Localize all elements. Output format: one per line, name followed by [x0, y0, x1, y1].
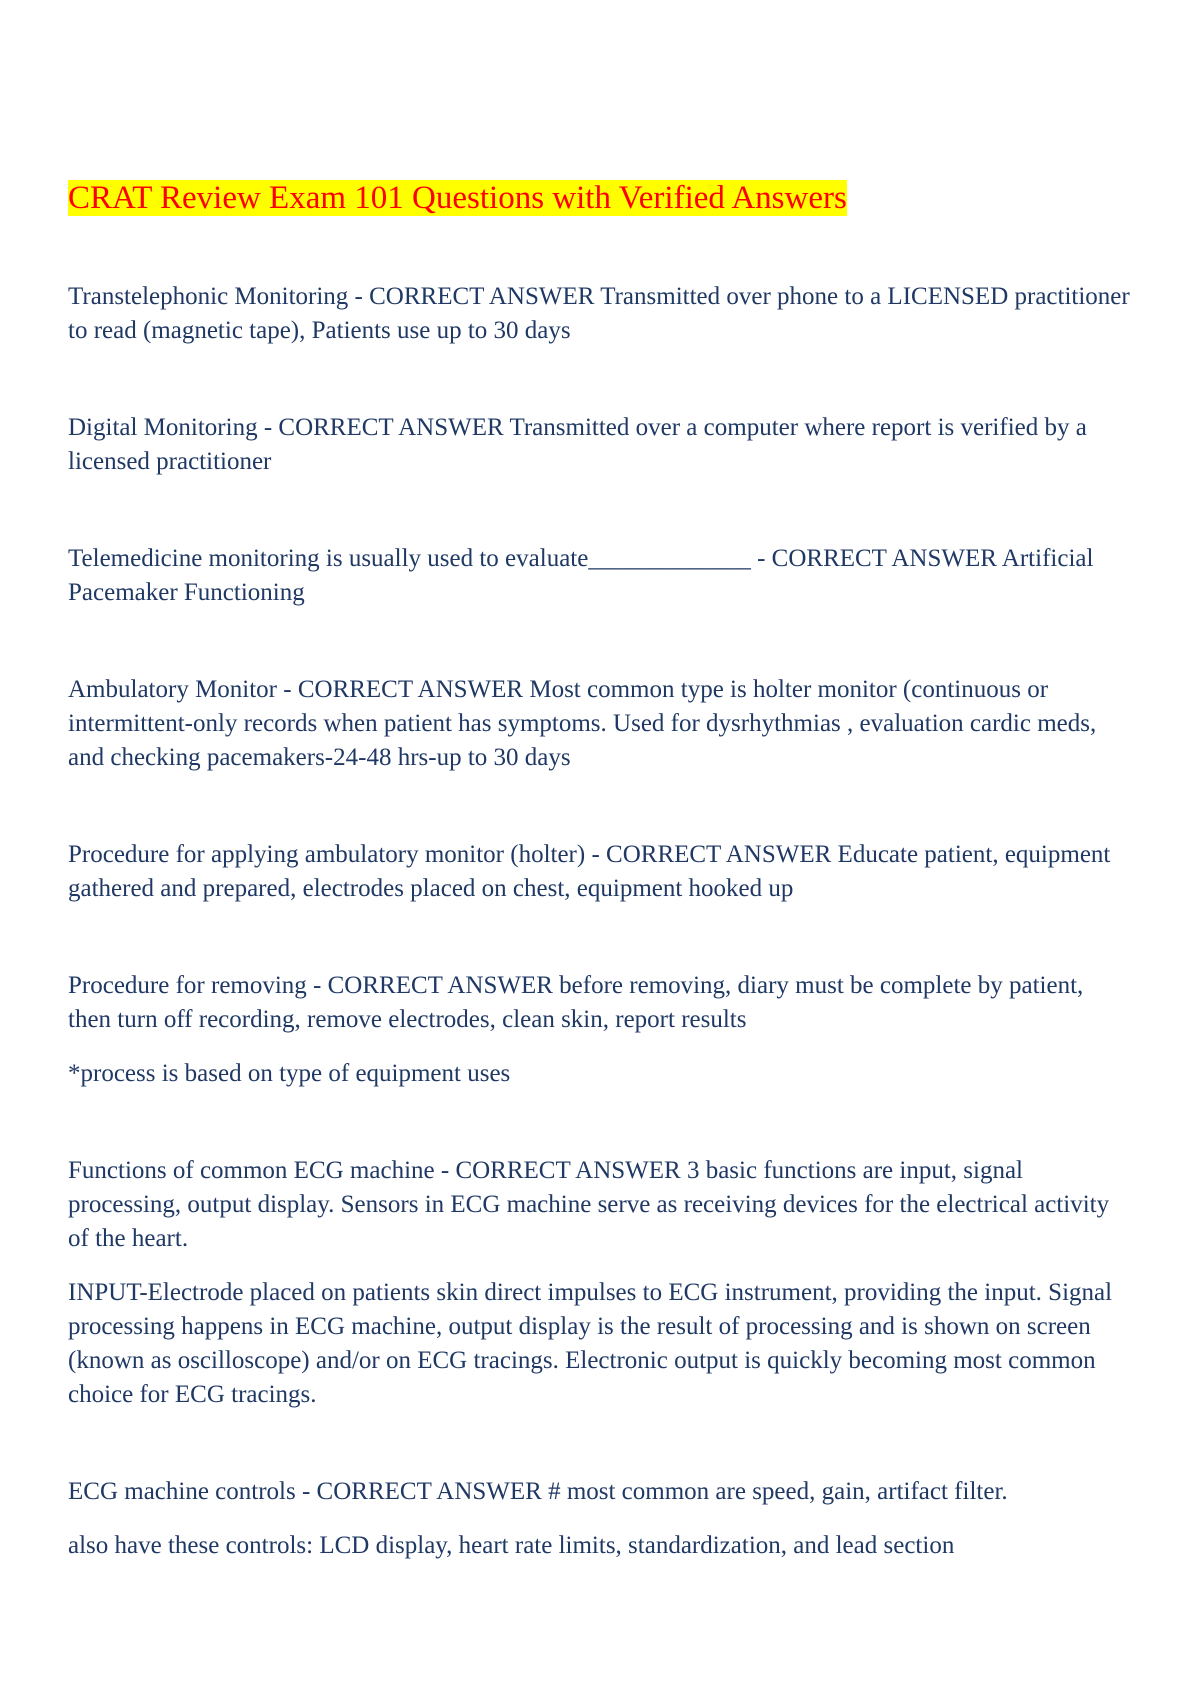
qa-entry [68, 1154, 1130, 1412]
qa-entry-text: ECG machine controls - CORRECT ANSWER # most common are speed, gain, artifact filter. [68, 1478, 1008, 1505]
qa-entry-text: Procedure for applying ambulatory monitor (holter) - CORRECT ANSWER Educate patient, equipment gathered and prepared, electrodes placed on chest, equipment hooked up [68, 841, 1111, 902]
qa-entry [68, 838, 1130, 906]
title-container [68, 177, 1128, 219]
qa-entry-text: Transtelephonic Monitoring - CORRECT ANSWER Transmitted over phone to a LICENSED practitioner to read (magnetic tape), Patients use up to 30 days [68, 283, 1130, 344]
qa-entry-note: *process is based on type of equipment uses [68, 1060, 511, 1087]
qa-entry [68, 542, 1130, 610]
qa-entry-text: Procedure for removing - CORRECT ANSWER before removing, diary must be complete by patient, then turn off recording, remove electrodes, clean skin, report results [68, 972, 1084, 1033]
qa-list [68, 280, 1130, 1563]
qa-entry-note: INPUT-Electrode placed on patients skin direct impulses to ECG instrument, providing the input. Signal processing happens in ECG machine, output display is the result of processing and is shown on screen (known as oscilloscope) and/or on ECG tracings. Electronic output is quickly becoming most common choice for ECG tracings. [68, 1279, 1113, 1408]
qa-entry-text: Functions of common ECG machine - CORRECT ANSWER 3 basic functions are input, signal processing, output display. Sensors in ECG machine serve as receiving devices for the electrical activity of the heart. [68, 1157, 1110, 1252]
qa-entry-text: Ambulatory Monitor - CORRECT ANSWER Most common type is holter monitor (continuous or intermittent-only records when patient has symptoms. Used for dysrhythmias , evaluation cardic meds, and checking pacemakers-24-48 hrs-up to 30 days [68, 676, 1097, 771]
qa-entry [68, 1475, 1130, 1563]
qa-entry [68, 280, 1130, 348]
qa-entry-text: Telemedicine monitoring is usually used to evaluate_____________ - CORRECT ANSWER Artificial Pacemaker Functioning [68, 545, 1094, 606]
qa-entry [68, 411, 1130, 479]
qa-entry-text: Digital Monitoring - CORRECT ANSWER Transmitted over a computer where report is verified by a licensed practitioner [68, 414, 1087, 475]
qa-entry [68, 969, 1130, 1091]
document-title: CRAT Review Exam 101 Questions with Verified Answers [68, 180, 847, 216]
qa-entry-note: also have these controls: LCD display, heart rate limits, standardization, and lead section [68, 1532, 955, 1559]
qa-entry [68, 673, 1130, 775]
